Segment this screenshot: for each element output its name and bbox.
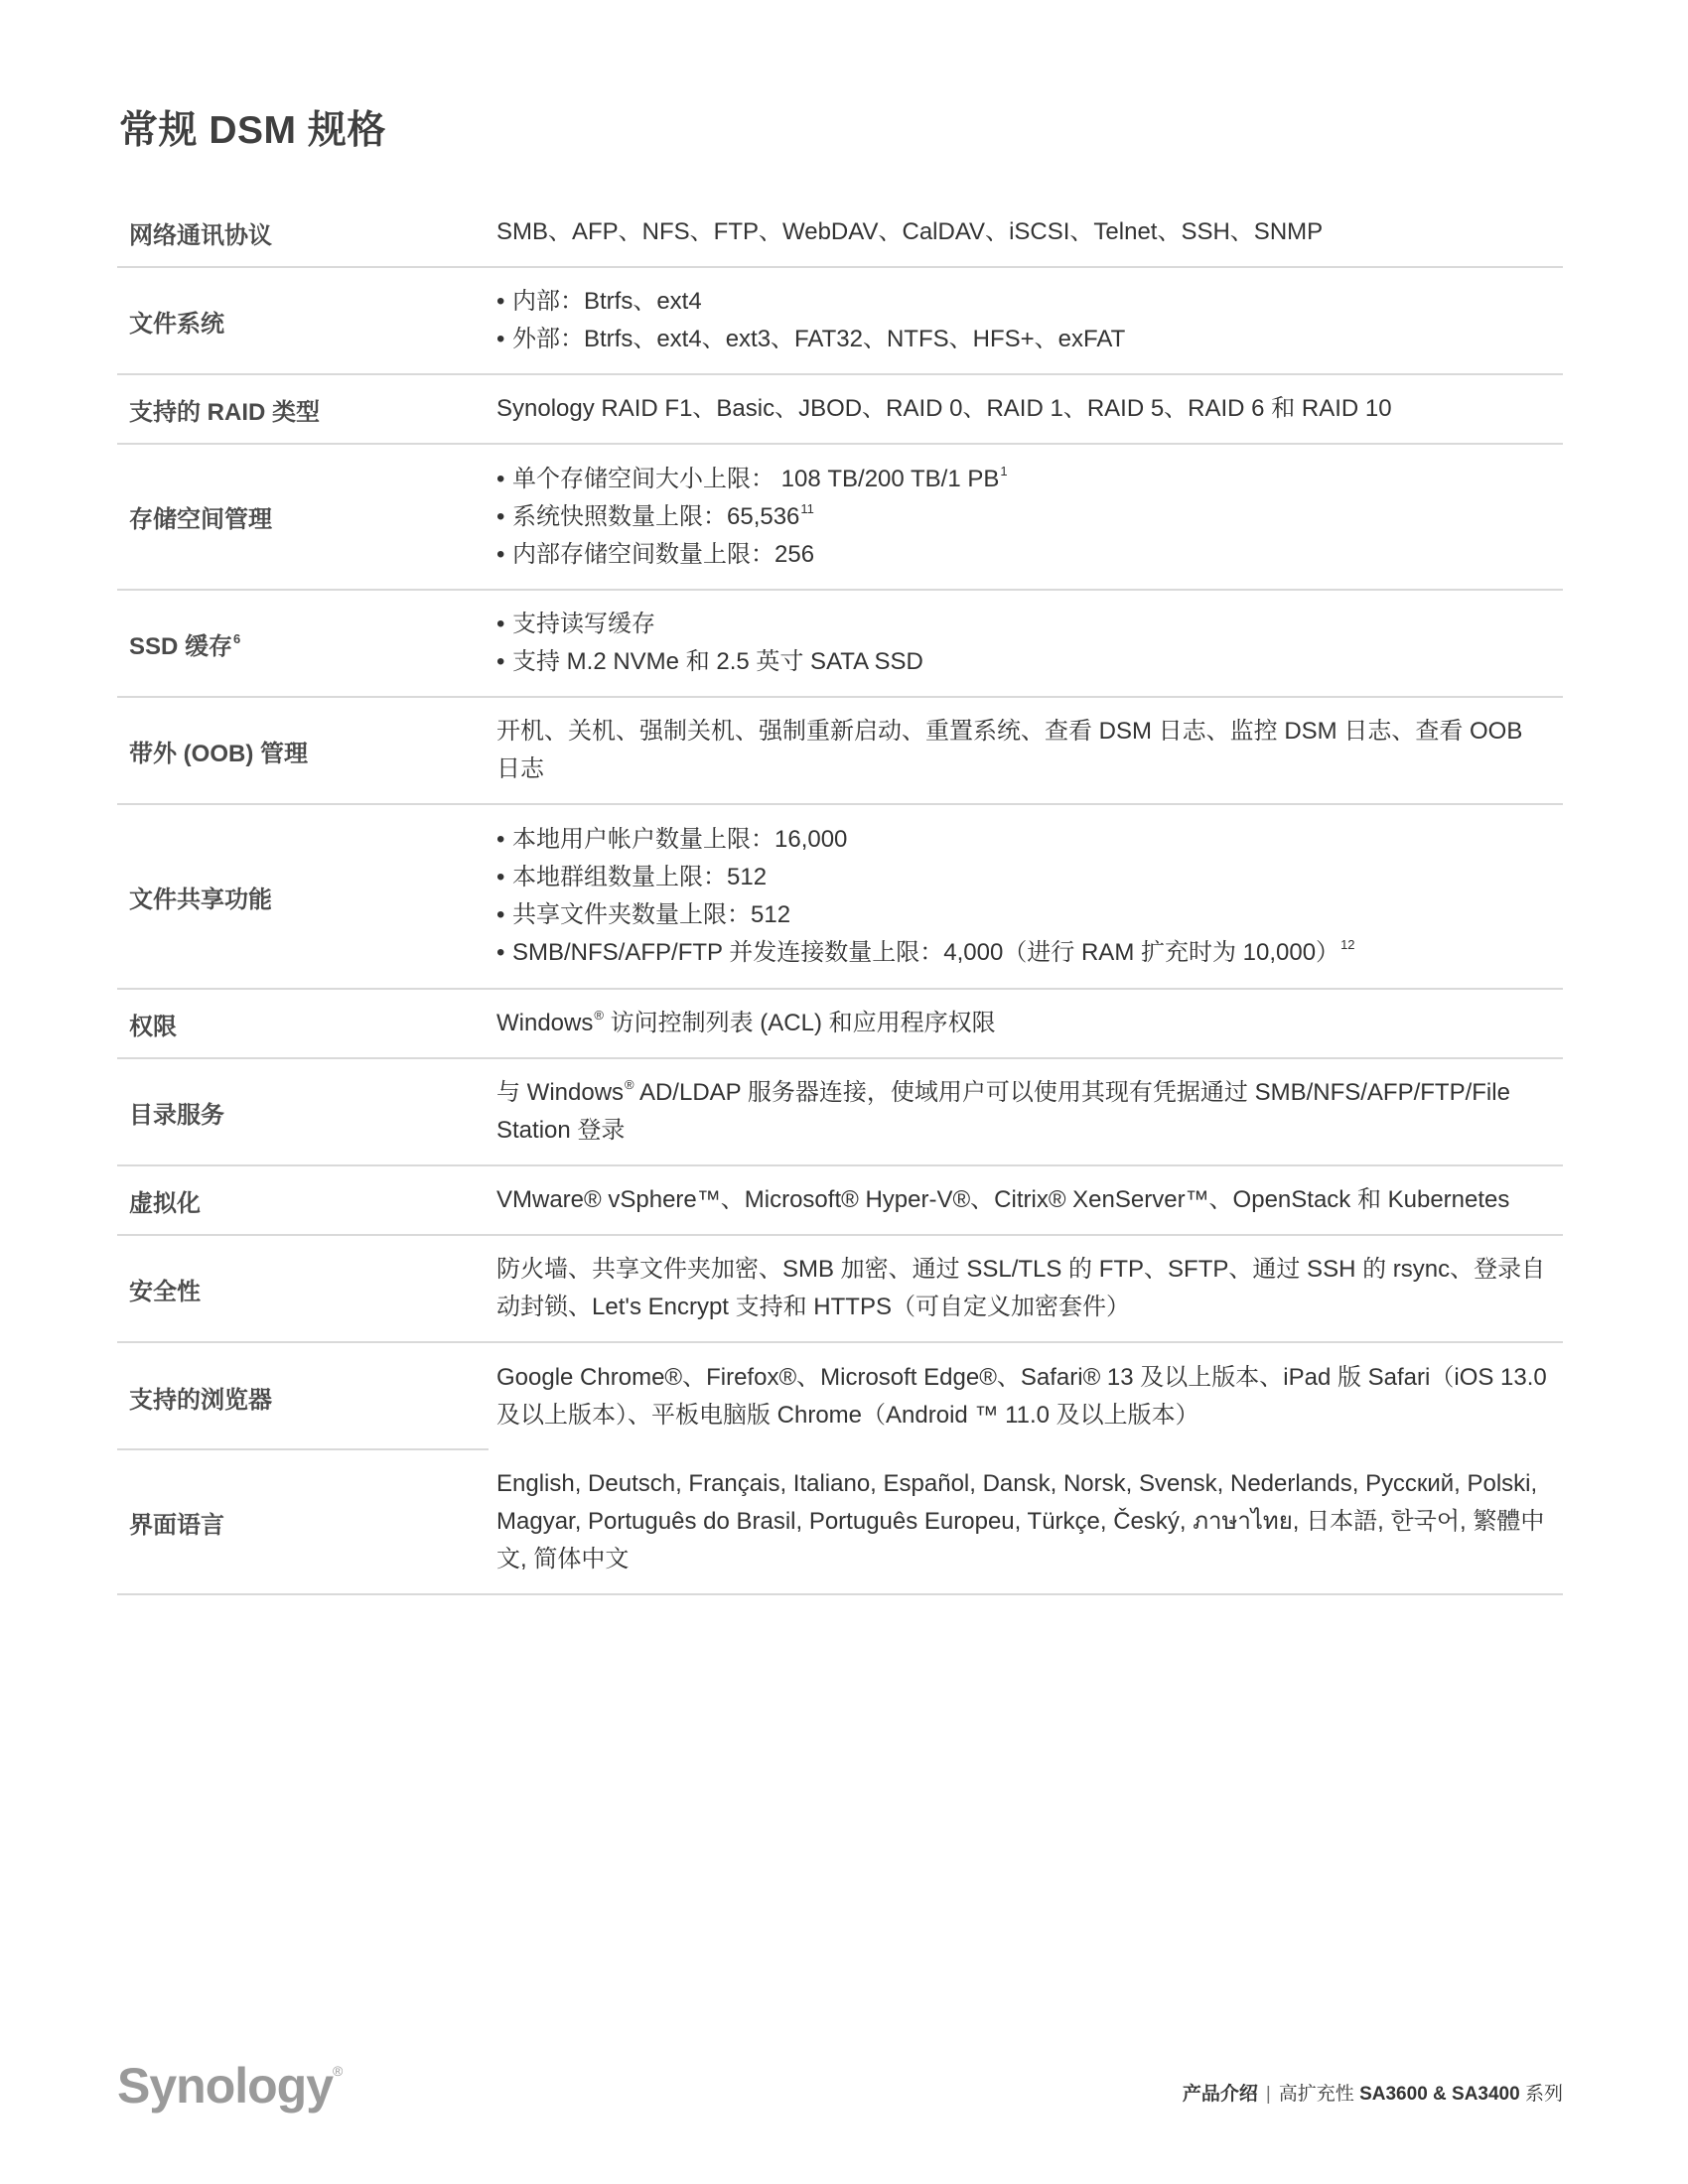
footnote-ref: 1 — [1000, 463, 1008, 478]
separator: | — [1265, 2084, 1271, 2105]
logo-text: Synology — [117, 2058, 334, 2114]
value-text: 与 Windows — [496, 1079, 625, 1106]
footnote-ref: 6 — [233, 630, 241, 646]
value-text: Windows — [496, 1010, 594, 1036]
list-item: • 内部：Btrfs、ext4 — [496, 283, 1549, 321]
spec-row-directory — [117, 1059, 1563, 1166]
spec-value: 防火墙、共享文件夹加密、SMB 加密、通过 SSL/TLS 的 FTP、SFTP、通过 SSH 的 rsync、登录自动封锁、Let's Encrypt 支持和 HTTPS（可自定义加密套件） — [496, 1256, 1546, 1320]
page-title: 常规 DSM 规格 — [119, 109, 386, 152]
spec-value: 开机、关机、强制关机、强制重新启动、重置系统、查看 DSM 日志、监控 DSM 日志、查看 OOB 日志 — [496, 718, 1523, 782]
spec-value: SMB、AFP、NFS、FTP、WebDAV、CalDAV、iSCSI、Telnet、SSH、SNMP — [496, 218, 1324, 245]
spec-value — [489, 461, 1563, 574]
spec-row-security — [117, 1236, 1563, 1343]
list-item — [496, 498, 1549, 536]
spec-label: 支持的浏览器 — [129, 1386, 272, 1414]
bullet-list — [496, 821, 1549, 972]
spec-row-virtualization — [117, 1166, 1563, 1236]
spec-value: English, Deutsch, Français, Italiano, Español, Dansk, Norsk, Svensk, Nederlands, Русский, Polski, Magyar, Português do Brasil, Português Europeu, Türkçe, Český, ภาษาไทย, 日本語, 한국어, 繁體中文, 简体中文 — [496, 1470, 1545, 1572]
list-item: • 支持读写缓存 — [496, 606, 1549, 643]
bullet-list — [496, 606, 1549, 681]
list-item: • 共享文件夹数量上限：512 — [496, 896, 1549, 934]
list-item — [496, 934, 1549, 972]
list-item — [496, 461, 1549, 498]
spec-value: Google Chrome®、Firefox®、Microsoft Edge®、Safari® 13 及以上版本、iPad 版 Safari（iOS 13.0 及以上版本）、平板电脑版 Chrome（Android ™ 11.0 及以上版本） — [496, 1364, 1547, 1429]
value-text: 访问控制列表 (ACL) 和应用程序权限 — [603, 1010, 996, 1036]
spec-label: 目录服务 — [129, 1101, 224, 1129]
bullet-list — [496, 461, 1549, 574]
footnote-ref: 12 — [1340, 937, 1355, 952]
spec-label: 存储空间管理 — [129, 506, 272, 533]
doc-desc: 高扩充性 — [1278, 2084, 1354, 2105]
spec-label: 文件系统 — [129, 310, 224, 338]
item-text: SMB/NFS/AFP/FTP 并发连接数量上限：4,000（进行 RAM 扩充时为 10,000） — [512, 939, 1340, 966]
spec-value: Synology RAID F1、Basic、JBOD、RAID 0、RAID 1、RAID 5、RAID 6 和 RAID 10 — [496, 395, 1392, 422]
doc-type: 产品介绍 — [1182, 2084, 1258, 2105]
spec-label: 网络通讯协议 — [129, 221, 272, 249]
spec-row-browsers — [117, 1343, 1563, 1450]
list-item: • 本地用户帐户数量上限：16,000 — [496, 821, 1549, 859]
list-item: • 本地群组数量上限：512 — [496, 859, 1549, 896]
registered-mark: ® — [333, 2063, 343, 2079]
series-label: 系列 — [1524, 2084, 1563, 2105]
footer-product-info — [1183, 2079, 1563, 2106]
spec-value — [489, 606, 1563, 681]
model-names: SA3600 & SA3400 — [1359, 2084, 1520, 2105]
spec-row-protocols — [117, 199, 1563, 268]
spec-value: VMware® vSphere™、Microsoft® Hyper-V®、Citrix® XenServer™、OpenStack 和 Kubernetes — [496, 1186, 1510, 1213]
spec-row-ssd — [117, 591, 1563, 698]
synology-logo — [117, 2057, 342, 2115]
footnote-ref: 11 — [800, 500, 814, 516]
list-item: • 外部：Btrfs、ext4、ext3、FAT32、NTFS、HFS+、exFAT — [496, 321, 1549, 358]
spec-label: 界面语言 — [129, 1511, 224, 1539]
spec-value — [489, 283, 1563, 358]
spec-row-permissions — [117, 990, 1563, 1059]
spec-label: 权限 — [129, 1013, 177, 1040]
spec-row-sharing — [117, 805, 1563, 990]
spec-row-languages — [117, 1450, 1563, 1595]
item-text: 单个存储空间大小上限： 108 TB/200 TB/1 PB — [512, 465, 1000, 492]
list-item: • 支持 M.2 NVMe 和 2.5 英寸 SATA SSD — [496, 643, 1549, 681]
list-item: • 内部存储空间数量上限：256 — [496, 536, 1549, 574]
spec-label — [117, 626, 489, 661]
spec-value: Windows® 访问控制列表 (ACL) 和应用程序权限 — [496, 1008, 996, 1036]
spec-row-raid — [117, 375, 1563, 445]
spec-row-oob — [117, 698, 1563, 805]
item-text: 系统快照数量上限：65,536 — [512, 502, 800, 530]
spec-label: 支持的 RAID 类型 — [129, 398, 320, 426]
spec-label: 文件共享功能 — [129, 886, 272, 913]
label-text: SSD 缓存 — [129, 632, 233, 660]
spec-label: 虚拟化 — [129, 1189, 201, 1217]
spec-row-filesystem — [117, 268, 1563, 375]
value-text: AD/LDAP 服务器连接，使域用户可以使用其现有凭据通过 SMB/NFS/AFP/FTP/File Station 登录 — [496, 1079, 1510, 1144]
spec-value: 与 Windows® AD/LDAP 服务器连接，使域用户可以使用其现有凭据通过 SMB/NFS/AFP/FTP/File Station 登录 — [496, 1077, 1510, 1144]
spec-row-storage — [117, 445, 1563, 591]
spec-table — [117, 199, 1563, 1595]
spec-value — [489, 821, 1563, 972]
spec-label: 带外 (OOB) 管理 — [129, 740, 308, 767]
spec-label: 安全性 — [129, 1278, 201, 1305]
bullet-list — [496, 283, 1549, 358]
